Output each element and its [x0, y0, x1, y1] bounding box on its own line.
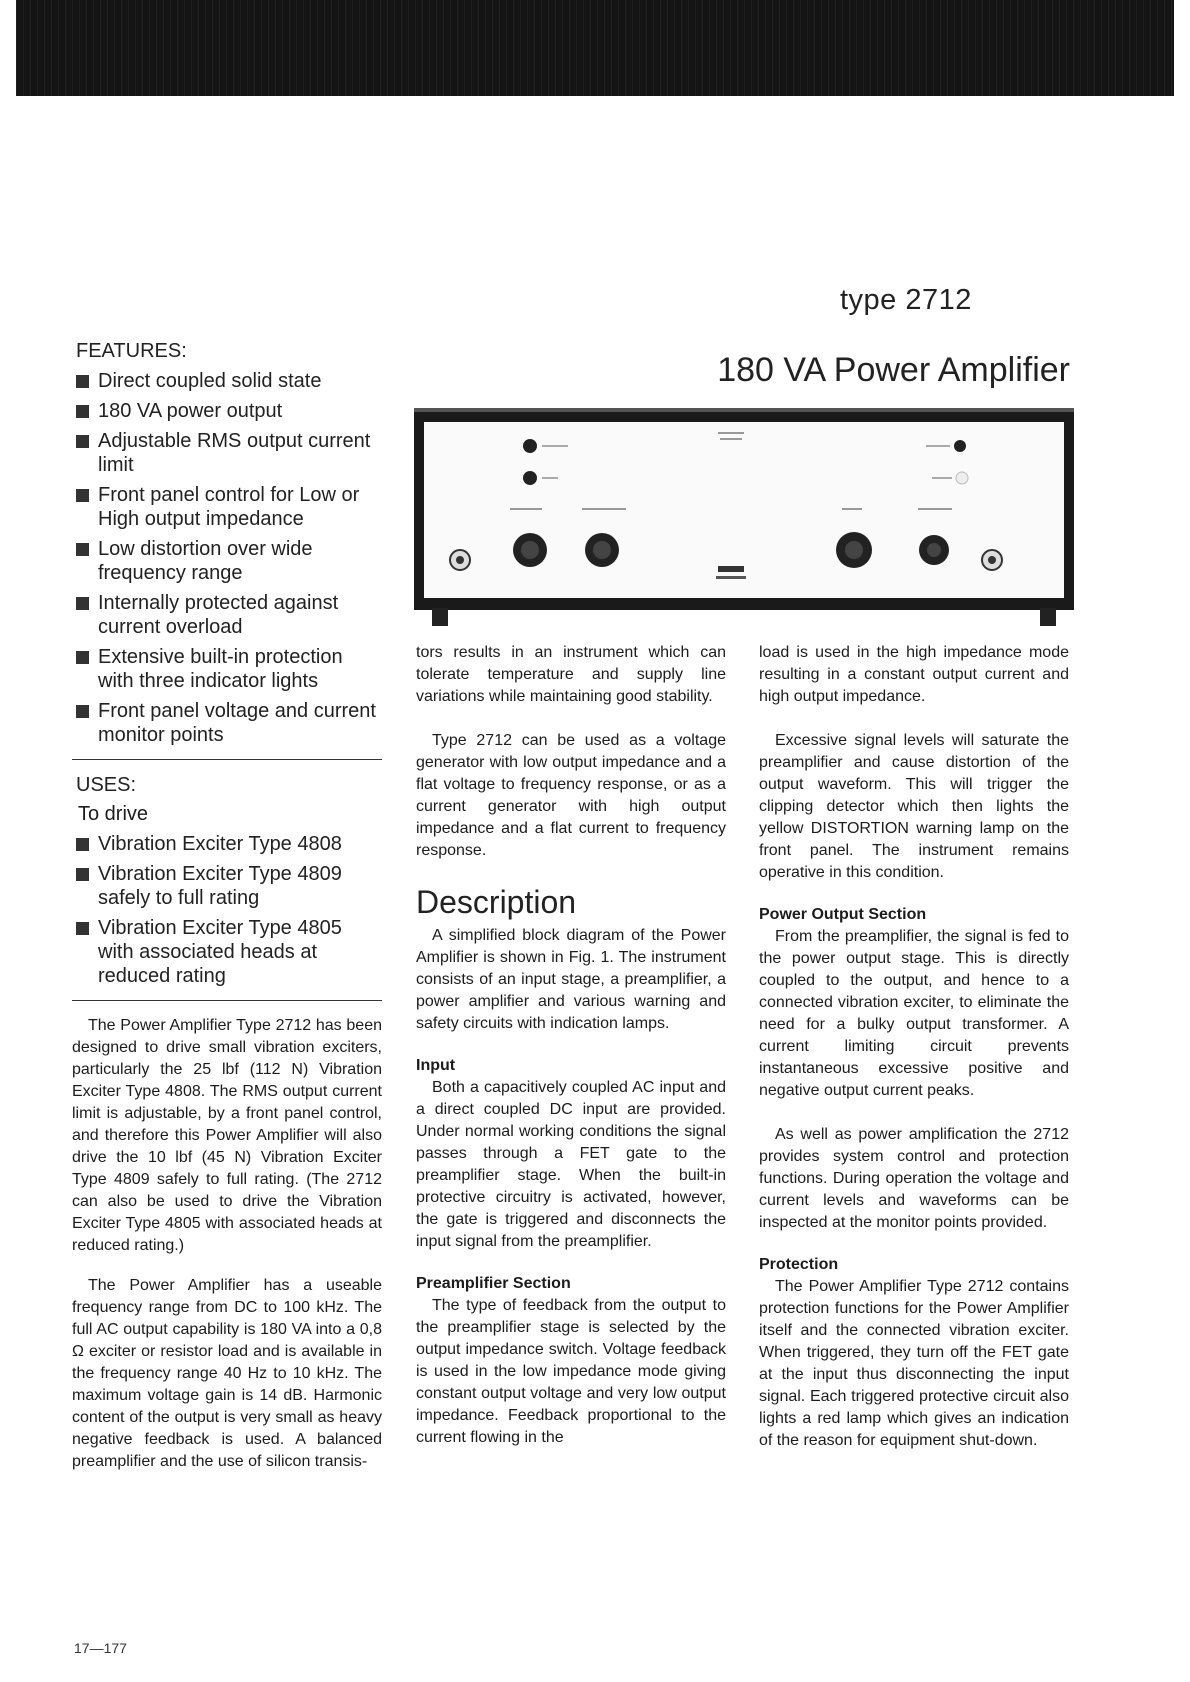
frequency-paragraph: The Power Amplifier has a useable frequency range from DC to 100 kHz. The full AC output capability is 180 VA into a 0,8 Ω exciter or resistor load and is available in the frequency range 40 Hz to 10 kHz. The maximum voltage gain is 14 dB. Harmonic content of the output is very small as heavy negative feedback is used. A balanced preamplifier and the use of silicon transis- [72, 1277, 382, 1470]
paragraph: Excessive signal levels will saturate the preamplifier and cause distortion of the output waveform. This will trigger the clipping detector which then lights the yellow DISTORTION warning lamp on the front panel. The instrument remains operative in this condition. [759, 732, 1069, 881]
page-number: 17—177 [74, 1640, 127, 1656]
bullet-square-icon [76, 543, 89, 556]
bullet-square-icon [76, 597, 89, 610]
bullet-square-icon [76, 489, 89, 502]
list-item: Vibration Exciter Type 4805 with associated heads at reduced rating [72, 916, 382, 988]
bullet-square-icon [76, 705, 89, 718]
right-column [759, 642, 1069, 1474]
list-item: Front panel control for Low or High output impedance [72, 483, 382, 531]
top-dark-band [16, 0, 1174, 96]
features-heading: FEATURES: [76, 340, 187, 362]
protection-heading: Protection [759, 1256, 839, 1273]
uses-subheading: To drive [78, 803, 149, 825]
paragraph: As well as power amplification the 2712 provides system control and protection functions. During operation the voltage and current levels and waveforms can be inspected at the monitor points provided. [759, 1126, 1069, 1231]
type-label: type 2712 [840, 284, 972, 316]
list-item: Low distortion over wide frequency range [72, 537, 382, 585]
input-heading: Input [416, 1057, 456, 1074]
paragraph: load is used in the high impedance mode resulting in a constant output current and high output impedance. [759, 644, 1069, 705]
middle-column [416, 642, 726, 1471]
list-item: Vibration Exciter Type 4809 safely to full rating [72, 862, 382, 910]
paragraph: A simplified block diagram of the Power Amplifier is shown in Fig. 1. The instrument consists of an input stage, a preamplifier, a power amplifier and various warning and safety circuits with indication lamps. [416, 927, 726, 1032]
bullet-square-icon [76, 375, 89, 388]
list-item: Adjustable RMS output current limit [72, 429, 382, 477]
page-title: 180 VA Power Amplifier [717, 351, 1070, 389]
uses-list [72, 832, 382, 988]
list-item: Direct coupled solid state [72, 369, 382, 393]
paragraph: Type 2712 can be used as a voltage generator with low output impedance and a flat voltage to frequency response, or as a current generator with high output impedance and a flat current to frequency response. [416, 732, 726, 859]
paragraph: The type of feedback from the output to the preamplifier stage is selected by the output impedance switch. Voltage feedback is used in the low impedance mode giving constant output voltage and very low output impedance. Feedback proportional to the current flowing in the [416, 1297, 726, 1446]
list-item: Vibration Exciter Type 4808 [72, 832, 382, 856]
preamplifier-heading: Preamplifier Section [416, 1275, 571, 1292]
amplifier-front-panel-photo [414, 408, 1074, 630]
bullet-square-icon [76, 435, 89, 448]
uses-heading: USES: [76, 774, 137, 796]
bullet-square-icon [76, 405, 89, 418]
list-item: Front panel voltage and current monitor points [72, 699, 382, 747]
paragraph: The Power Amplifier Type 2712 contains protection functions for the Power Amplifier itself and the connected vibration exciter. When triggered, they turn off the FET gate at the input thus disconnecting the input signal. Each triggered protective circuit also lights a red lamp which gives an indication of the reason for equipment shut-down. [759, 1278, 1069, 1449]
left-column [72, 340, 382, 1491]
paragraph: Both a capacitively coupled AC input and a direct coupled DC input are provided. Under normal working conditions the signal passes through a FET gate to the preamplifier stage. When the built-in protective circuitry is activated, however, the gate is triggered and disconnects the input signal from the preamplifier. [416, 1079, 726, 1250]
list-item: Extensive built-in protection with three indicator lights [72, 645, 382, 693]
description-heading: Description [416, 884, 577, 920]
bullet-square-icon [76, 868, 89, 881]
list-item: Internally protected against current overload [72, 591, 382, 639]
intro-paragraph: The Power Amplifier Type 2712 has been designed to drive small vibration exciters, particularly the 25 lbf (112 N) Vibration Exciter Type 4808. The RMS output current limit is adjustable, by a front panel control, and therefore this Power Amplifier will also drive the 10 lbf (45 N) Vibration Exciter Type 4809 safely to full rating. (The 2712 can also be used to drive the Vibration Exciter Type 4805 with associated heads at reduced rating.) [72, 1017, 382, 1254]
list-item: 180 VA power output [72, 399, 382, 423]
features-list [72, 369, 382, 747]
paragraph: From the preamplifier, the signal is fed to the power output stage. This is directly coupled to the output, and hence to a connected vibration exciter, to eliminate the need for a bulky output transformer. A current limiting circuit prevents instantaneous excessive positive and negative output current peaks. [759, 928, 1069, 1099]
divider [72, 1000, 382, 1001]
bullet-square-icon [76, 838, 89, 851]
bullet-square-icon [76, 922, 89, 935]
divider [72, 759, 382, 760]
bullet-square-icon [76, 651, 89, 664]
power-output-heading: Power Output Section [759, 906, 927, 923]
paragraph: tors results in an instrument which can tolerate temperature and supply line variations while maintaining good stability. [416, 644, 726, 705]
